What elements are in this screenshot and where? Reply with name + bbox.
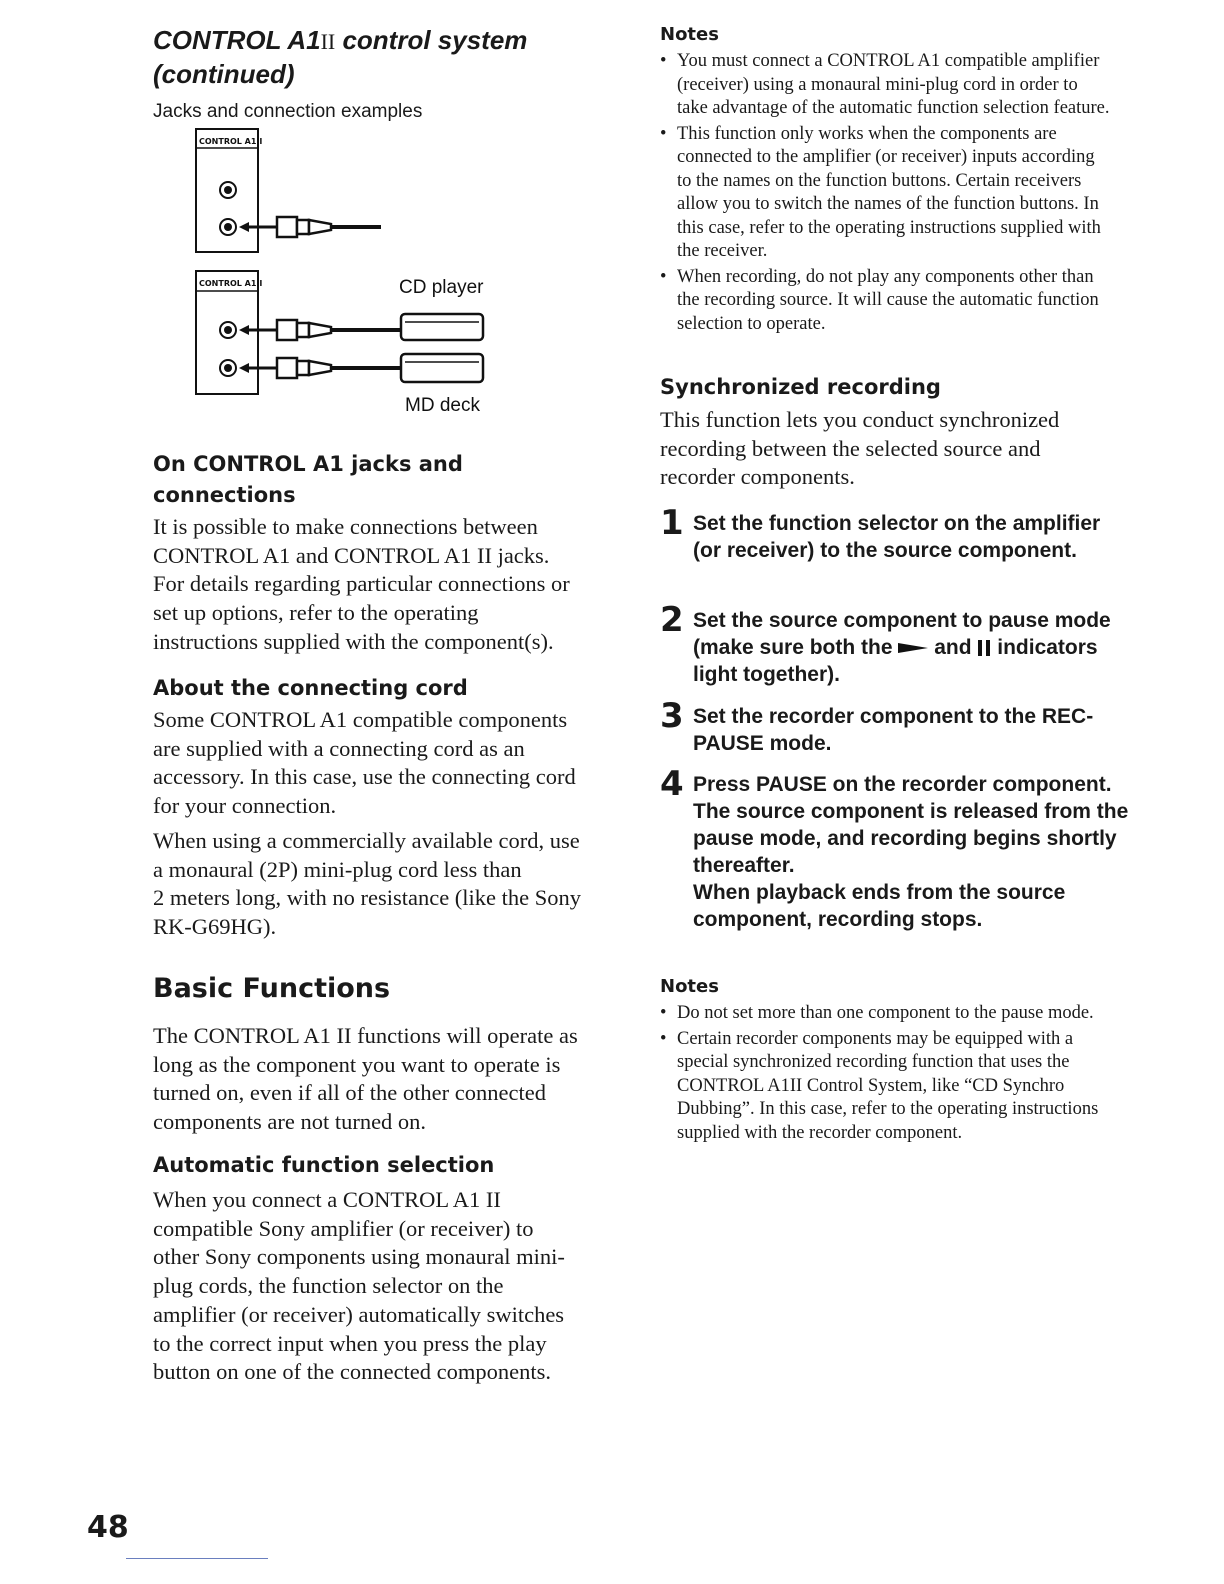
list-item: • This function only works when the components are connected to the amplifier (or receiver) inputs according to the names on the function buttons. Certain receivers allow you to switch the names of the function buttons. In this case, refer to the operating instructions supplied with the receiver.	[660, 123, 1110, 264]
jacks-paragraph: It is possible to make connections between CONTROL A1 and CONTROL A1 II jacks. For details regarding particular connections or set up options, refer to the operating instructions supplied with the component(s).	[153, 514, 570, 654]
mini-plug-icon	[239, 217, 381, 237]
play-icon	[898, 641, 928, 655]
notes-title: Notes	[660, 24, 719, 45]
page-number: 48	[87, 1510, 129, 1545]
connection-diagram	[191, 126, 521, 431]
auto-selection-heading: Automatic function selection	[153, 1153, 495, 1177]
panel-label-bottom: CONTROL A1II	[199, 279, 263, 288]
cord-paragraph-2: When using a commercially available cord, use a monaural (2P) mini-plug cord less than 2 meters long, with no resistance (like the Sony RK-G69HG).	[153, 828, 582, 940]
step-number: 4	[660, 764, 684, 804]
page-title: CONTROL A1II control system (continued)	[153, 25, 528, 89]
notes-title: Notes	[660, 976, 719, 997]
step-2	[660, 600, 1130, 688]
section-heading-cord: About the connecting cord	[153, 676, 468, 700]
cd-player-icon	[401, 314, 483, 340]
connection-diagram-svg	[191, 126, 521, 426]
mini-plug-icon	[239, 358, 406, 378]
step-detail: The source component is released from the pause mode, and recording begins shortly thereafter.	[693, 800, 1129, 877]
step-number: 2	[660, 600, 684, 640]
step-detail: When playback ends from the source component, recording stops.	[693, 881, 1066, 931]
section-heading-jacks: On CONTROL A1 jacks and connections	[153, 452, 463, 507]
step-3	[660, 696, 1130, 757]
step-1	[660, 503, 1130, 564]
panel-label-top: CONTROL A1II	[199, 137, 263, 146]
pause-icon	[977, 640, 991, 656]
md-deck-label: MD deck	[405, 395, 480, 416]
diagram-caption: Jacks and connection examples	[153, 101, 423, 122]
step-text: Press PAUSE on the recorder component.	[693, 773, 1112, 796]
list-item: • You must connect a CONTROL A1 compatible amplifier (receiver) using a monaural mini-plug cord in order to take advantage of the automatic function selection feature.	[660, 50, 1110, 121]
step-number: 1	[660, 503, 684, 543]
sync-recording-paragraph: This function lets you conduct synchronized recording between the selected source and recorder components.	[660, 407, 1060, 490]
step-text: Set the source component to pause mode (make sure both the and indicators light together).	[693, 609, 1111, 686]
list-item: • Do not set more than one component to the pause mode.	[660, 1002, 1110, 1026]
auto-selection-paragraph: When you connect a CONTROL A1 II compatible Sony amplifier (or receiver) to other Sony components using monaural mini- plug cords, the function selector on the amplifier (or receiver) automatically switches to the correct input when you press the play button on one of the connected components.	[153, 1187, 565, 1385]
notes-list	[660, 50, 1110, 338]
step-text: Set the function selector on the amplifier (or receiver) to the source component.	[693, 512, 1101, 562]
mini-plug-icon	[239, 320, 406, 340]
sync-recording-heading: Synchronized recording	[660, 375, 941, 399]
basic-functions-heading: Basic Functions	[153, 973, 391, 1004]
step-4	[660, 764, 1130, 933]
cd-player-label: CD player	[399, 277, 484, 298]
md-deck-icon	[401, 354, 483, 382]
list-item: • When recording, do not play any components other than the recording source. It will cause the automatic function selection to operate.	[660, 266, 1110, 337]
list-item: • Certain recorder components may be equipped with a special synchronized recording function that uses the CONTROL A1II Control System, like “CD Synchro Dubbing”. In this case, refer to the operating instructions supplied with the recorder component.	[660, 1028, 1110, 1146]
divider	[126, 1558, 268, 1559]
notes-list	[660, 1002, 1110, 1147]
step-number: 3	[660, 696, 684, 736]
basic-functions-paragraph: The CONTROL A1 II functions will operate as long as the component you want to operate is turned on, even if all of the other connected components are not turned on.	[153, 1023, 578, 1135]
cord-paragraph: Some CONTROL A1 compatible components are supplied with a connecting cord as an accessory. In this case, use the connecting cord for your connection.	[153, 707, 576, 819]
step-text: Set the recorder component to the REC-PAUSE mode.	[693, 705, 1094, 755]
